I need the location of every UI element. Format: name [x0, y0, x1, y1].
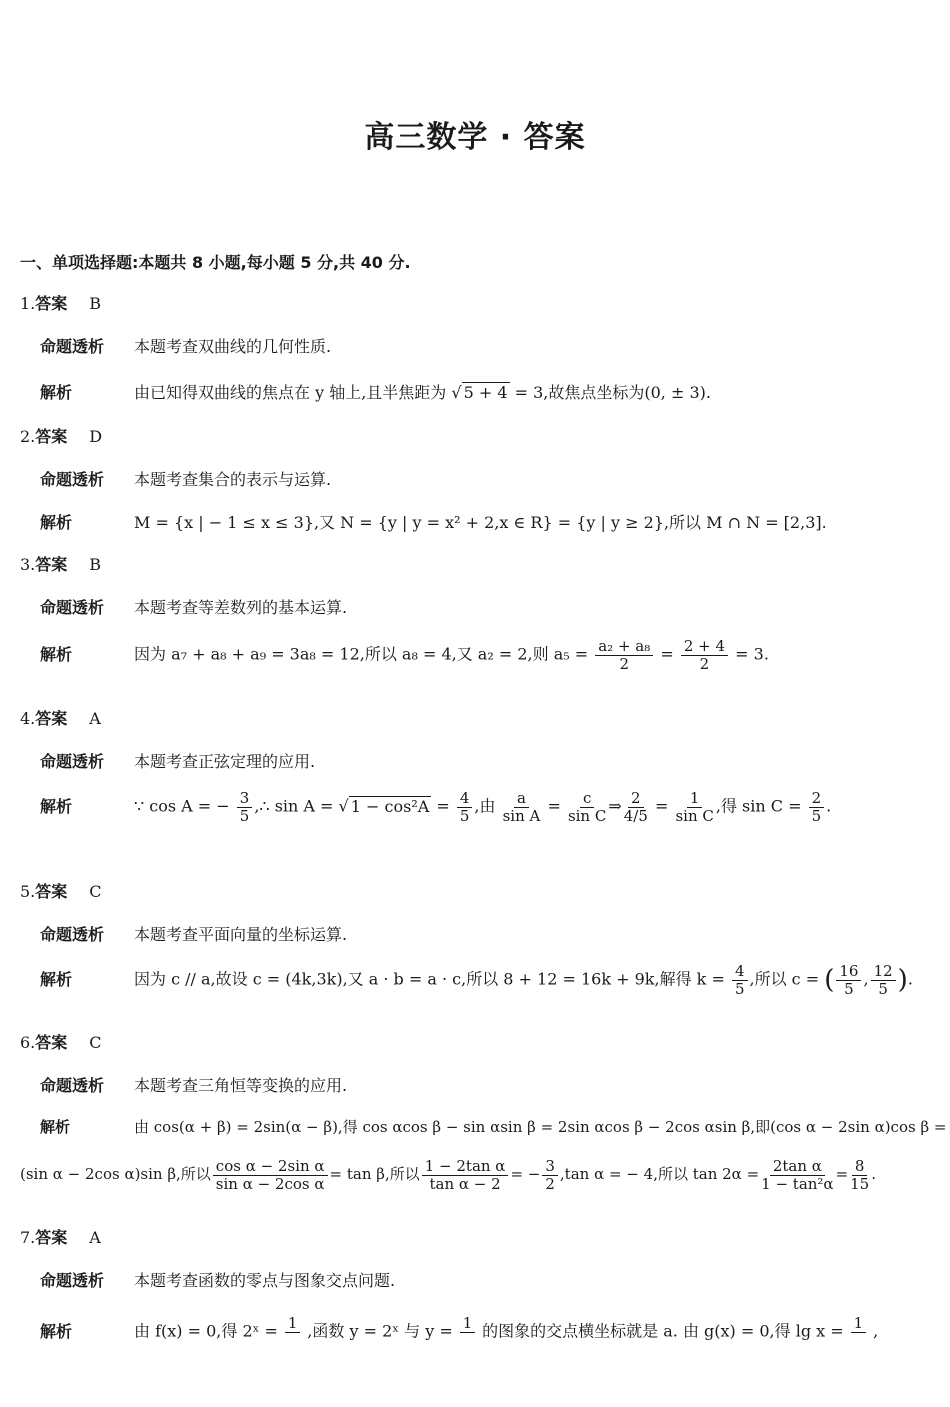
q6-fraction-1: $\frac{\text{cos α − 2sin α}}{\text{sin α − 2cos α}}$	[213, 1158, 328, 1192]
q4-fraction-1: $\frac{3}{5}$	[237, 790, 253, 824]
q7-fraction-1: 1	[280, 1315, 305, 1349]
q4-analysis-a: ∵ cos A = −	[134, 796, 230, 816]
q5-answer-row	[20, 879, 102, 902]
q3-intent-row	[40, 595, 347, 618]
q6-analysis-end: .	[871, 1165, 877, 1183]
intent-label: 命题透析	[40, 925, 105, 944]
q7-intent-row	[40, 1268, 395, 1291]
q7-number: 7.	[20, 1228, 36, 1247]
q4-analysis-c: ,由	[474, 796, 496, 816]
analysis-label: 解析	[40, 1118, 71, 1136]
q4-fraction-2: $\frac{4}{5}$	[457, 790, 473, 824]
q1-answer-value: B	[89, 294, 102, 313]
q6-analysis-row	[40, 1116, 946, 1137]
q4-radical: 1 − cos²A	[350, 796, 430, 816]
q5-fraction-2: $\frac{16}{5}$	[836, 963, 861, 997]
intent-label: 命题透析	[40, 1271, 105, 1290]
q6-fraction-2: $\frac{\text{1 − 2tan α}}{\text{tan α − 2}}$	[422, 1158, 509, 1192]
answer-label: 答案	[35, 709, 68, 728]
q1-analysis-a: 由已知得双曲线的焦点在 y 轴上,且半焦距为	[134, 383, 447, 402]
q3-fraction-2: $\frac{2 + 4}{2}$	[681, 638, 728, 672]
q7-fraction-2: 1	[455, 1315, 480, 1349]
q6-intent: 本题考查三角恒等变换的应用.	[134, 1076, 348, 1095]
q3-analysis-b: = 3.	[735, 644, 769, 664]
q4-analysis-b: ,∴ sin A =	[254, 796, 334, 816]
q7-analysis-row	[40, 1315, 878, 1349]
q6-analysis-line1: 由 cos(α + β) = 2sin(α − β),得 cos αcos β − sin αsin β = 2sin αcos β − 2cos αsin β,即(cos α − 2sin α)cos β =	[134, 1118, 947, 1136]
q5-intent-row	[40, 922, 347, 945]
answer-label: 答案	[35, 294, 68, 313]
q4-fraction-7: $\frac{2}{5}$	[809, 790, 825, 824]
q6-answer-value: C	[89, 1033, 102, 1052]
q6-fraction-4: $\frac{\text{2tan α}}{\text{1 − tan²α}}$	[761, 1157, 834, 1193]
q2-intent-row	[40, 467, 331, 490]
q4-intent: 本题考查正弦定理的应用.	[134, 752, 316, 771]
q4-fraction-5: $\frac{2}{4/5}$	[623, 789, 648, 825]
analysis-label: 解析	[40, 796, 73, 816]
analysis-label: 解析	[40, 513, 73, 532]
q2-intent: 本题考查集合的表示与运算.	[134, 470, 332, 489]
q7-fraction-3: 1	[846, 1315, 871, 1349]
q5-analysis-end: .	[907, 969, 913, 989]
q7-answer-value: A	[89, 1228, 101, 1247]
q4-fraction-6: $\frac{1}{\text{sin C}}$	[675, 789, 714, 825]
q1-intent-row	[40, 334, 331, 357]
analysis-label: 解析	[40, 969, 73, 989]
q1-radical: 5 + 4	[463, 383, 508, 402]
q4-analysis-d: ,得 sin C =	[715, 796, 802, 816]
q6-analysis-a: (sin α − 2cos α)sin β,所以	[20, 1165, 211, 1183]
intent-label: 命题透析	[40, 337, 105, 356]
answer-label: 答案	[35, 555, 68, 574]
q3-analysis-a: 因为 a₇ + a₈ + a₉ = 3a₈ = 12,所以 a₈ = 4,又 a₂ = 2,则 a₅ =	[134, 644, 589, 664]
q4-analysis-row: 解析 ∵ cos A = − $\frac{3}{5}$ ,∴ sin A = √ 1 − cos²A = $\frac{4}{5}$ ,由 $\frac{a}{\text{sin A}}$ = $\frac{c}{\text{sin C}}$ ⇒ $\frac{2}{4/5}$ = $\frac{1}{\text{sin C}}$ ,得 sin C = $\frac{2}{5}$ .	[40, 789, 832, 825]
q3-answer-value: B	[89, 555, 102, 574]
page-title: 高三数学 · 答案	[364, 120, 586, 155]
q7-analysis-c: 的图象的交点横坐标就是 a. 由 g(x) = 0,得 lg x =	[482, 1321, 844, 1341]
answer-label: 答案	[35, 427, 68, 446]
q4-answer-row	[20, 706, 101, 729]
answer-label: 答案	[35, 1033, 68, 1052]
intent-label: 命题透析	[40, 598, 105, 617]
q7-intent: 本题考查函数的零点与图象交点问题.	[134, 1271, 396, 1290]
q3-intent: 本题考查等差数列的基本运算.	[134, 598, 348, 617]
q3-answer-row	[20, 552, 101, 575]
q5-answer-value: C	[89, 882, 102, 901]
analysis-label: 解析	[40, 383, 73, 402]
analysis-label: 解析	[40, 1321, 73, 1341]
q5-analysis-b: ,所以 c =	[749, 969, 820, 989]
q5-analysis-a: 因为 c // a,故设 c = (4k,3k),又 a · b = a · c,所以 8 + 12 = 16k + 9k,解得 k =	[134, 969, 725, 989]
q6-intent-row	[40, 1073, 347, 1096]
q1-answer-row	[20, 291, 101, 314]
q3-analysis-row: 解析 因为 a₇ + a₈ + a₉ = 3a₈ = 12,所以 a₈ = 4,又 a₂ = 2,则 a₅ = $\frac{\text{a₂ + a₈}}{2}$ = $\frac{2 + 4}{2}$ = 3.	[40, 637, 769, 673]
q6-analysis-d: ,tan α = − 4,所以 tan 2α =	[559, 1165, 760, 1183]
q1-analysis-b: = 3,故焦点坐标为(0, ± 3).	[514, 383, 711, 402]
intent-label: 命题透析	[40, 1076, 105, 1095]
q2-answer-row	[20, 424, 102, 447]
analysis-label: 解析	[40, 644, 73, 664]
q1-intent: 本题考查双曲线的几何性质.	[134, 337, 332, 356]
q4-number: 4.	[20, 709, 36, 728]
q4-answer-value: A	[89, 709, 101, 728]
q4-fraction-3: $\frac{a}{\text{sin A}}$	[502, 789, 541, 825]
q6-analysis-c: = −	[510, 1165, 541, 1183]
q5-intent: 本题考查平面向量的坐标运算.	[134, 925, 348, 944]
q7-analysis-a: 由 f(x) = 0,得 2ˣ =	[134, 1321, 278, 1341]
q5-analysis-row: 解析 因为 c // a,故设 c = (4k,3k),又 a · b = a · c,所以 8 + 12 = 16k + 9k,解得 k = $\frac{4}{5}$ ,所以 c = ( $\frac{16}{5}$ , $\frac{12}{5}$ ).	[40, 962, 913, 998]
q6-fraction-3: $\frac{3}{2}$	[542, 1158, 558, 1192]
q5-number: 5.	[20, 882, 36, 901]
q2-analysis-row	[40, 510, 827, 533]
q4-intent-row	[40, 749, 315, 772]
q7-analysis-b: ,函数 y = 2ˣ 与 y =	[307, 1321, 453, 1341]
q6-number: 6.	[20, 1033, 36, 1052]
section-heading: 一、单项选择题:本题共 8 小题,每小题 5 分,共 40 分.	[20, 253, 411, 272]
q7-answer-row	[20, 1225, 101, 1248]
q5-fraction-3: $\frac{12}{5}$	[871, 963, 896, 997]
q1-number: 1.	[20, 294, 36, 313]
q2-answer-value: D	[89, 427, 103, 446]
q3-fraction-1: $\frac{\text{a₂ + a₈}}{2}$	[595, 638, 653, 672]
q6-fraction-5: $\frac{8}{15}$	[850, 1157, 870, 1193]
q6-analysis-e: =	[835, 1165, 849, 1183]
q6-analysis-b: = tan β,所以	[329, 1165, 420, 1183]
q5-fraction-1: $\frac{4}{5}$	[732, 963, 748, 997]
q4-fraction-4: $\frac{c}{\text{sin C}}$	[567, 789, 607, 825]
q4-analysis-end: .	[826, 796, 832, 816]
q3-number: 3.	[20, 555, 36, 574]
answer-label: 答案	[35, 1228, 68, 1247]
q6-answer-row	[20, 1030, 102, 1053]
intent-label: 命题透析	[40, 470, 105, 489]
answer-label: 答案	[35, 882, 68, 901]
q2-number: 2.	[20, 427, 36, 446]
intent-label: 命题透析	[40, 752, 105, 771]
q2-analysis: M = {x | − 1 ≤ x ≤ 3},又 N = {y | y = x² + 2,x ∈ R} = {y | y ≥ 2},所以 M ∩ N = [2,3].	[134, 513, 827, 532]
q7-analysis-end: ,	[873, 1321, 879, 1341]
q6-analysis-row-2	[20, 1158, 876, 1192]
q1-analysis-row: 解析 由已知得双曲线的焦点在 y 轴上,且半焦距为 √ 5 + 4 = 3,故焦点坐标为(0, ± 3).	[40, 380, 711, 403]
